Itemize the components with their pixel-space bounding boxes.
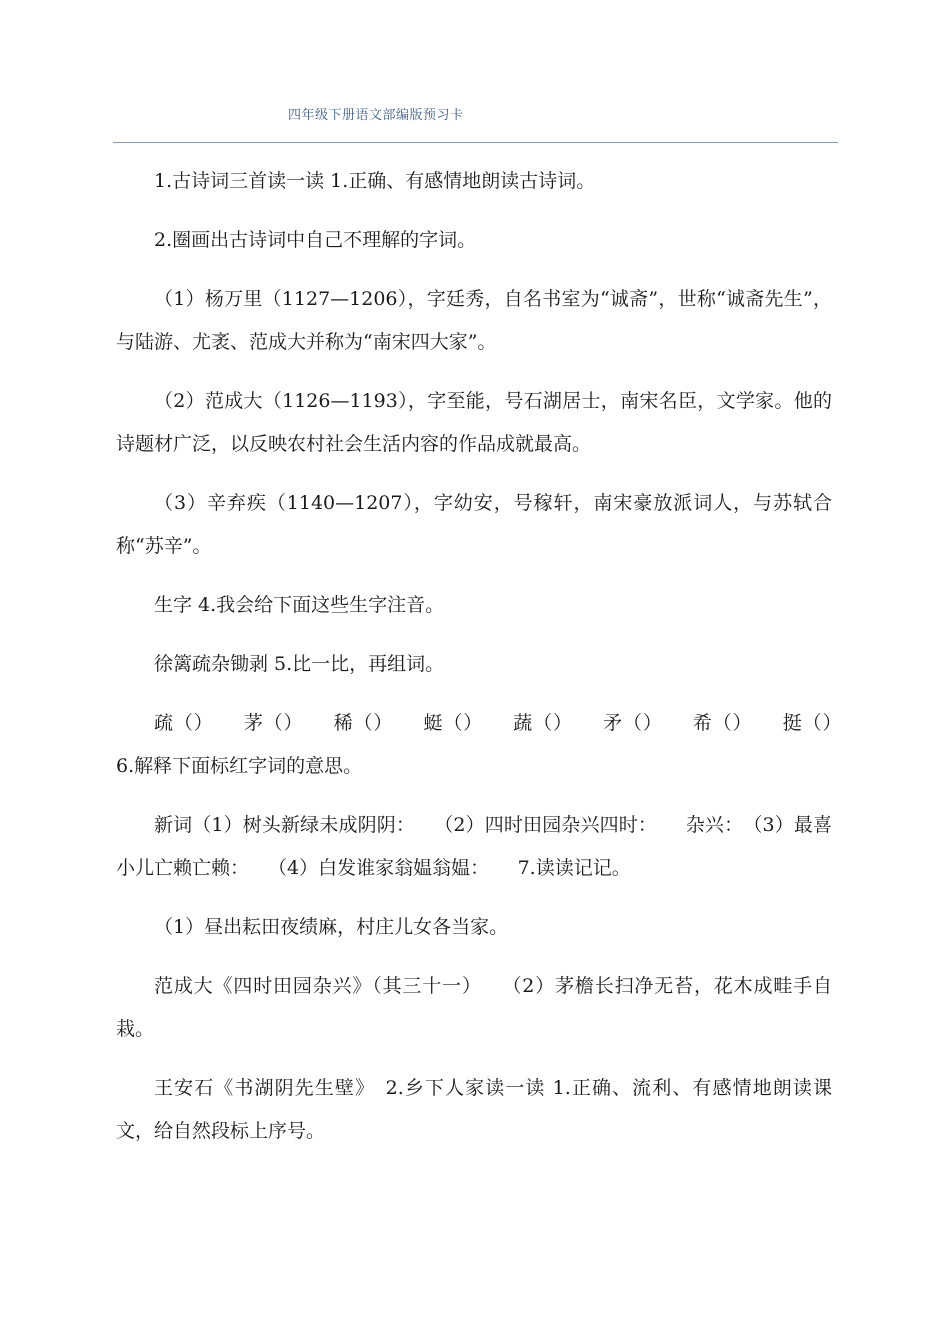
- document-body: [116, 160, 871, 1169]
- paragraph-4: （2）范成大（1126—1193），字至能，号石湖居士，南宋名臣，文学家。他的诗题材广泛，以反映农村社会生活内容的作品成就最高。: [116, 390, 832, 455]
- paragraph-3: （1）杨万里（1127—1206），字廷秀，自名书室为“诚斋”，世称“诚斋先生”，与陆游、尤袤、范成大并称为“南宋四大家”。: [116, 288, 832, 353]
- paragraph-5: （3）辛弃疾（1140—1207），字幼安，号稼轩，南宋豪放派词人，与苏轼合称“苏辛”。: [116, 492, 832, 557]
- paragraph-10: （1）昼出耘田夜绩麻，村庄儿女各当家。: [154, 916, 509, 938]
- paragraph-8: 疏（） 茅（） 稀（） 蜓（） 蔬（） 矛（） 希（） 挺（） 6.解释下面标红字词的意思。: [116, 712, 871, 777]
- page-header-title: 四年级下册语文部编版预习卡: [288, 108, 464, 123]
- paragraph-1: 1.古诗词三首读一读 1.正确、有感情地朗读古诗词。: [154, 170, 596, 192]
- header-divider: [113, 142, 838, 143]
- paragraph-2: 2.圈画出古诗词中自己不理解的字词。: [154, 229, 477, 251]
- paragraph-12: 王安石《书湖阴先生壁》 2.乡下人家读一读 1.正确、流利、有感情地朗读课文，给自然段标上序号。: [116, 1077, 832, 1142]
- paragraph-7: 徐篱疏杂锄剥 5.比一比，再组词。: [154, 653, 445, 675]
- paragraph-9: 新词（1）树头新绿未成阴阴： （2）四时田园杂兴四时： 杂兴： （3）最喜小儿亡赖亡赖： （4）白发谁家翁媪翁媪： 7.读读记记。: [116, 814, 832, 879]
- paragraph-6: 生字 4.我会给下面这些生字注音。: [154, 594, 445, 616]
- paragraph-11: 范成大《四时田园杂兴》（其三十一） （2）茅檐长扫净无苔，花木成畦手自栽。: [116, 975, 832, 1040]
